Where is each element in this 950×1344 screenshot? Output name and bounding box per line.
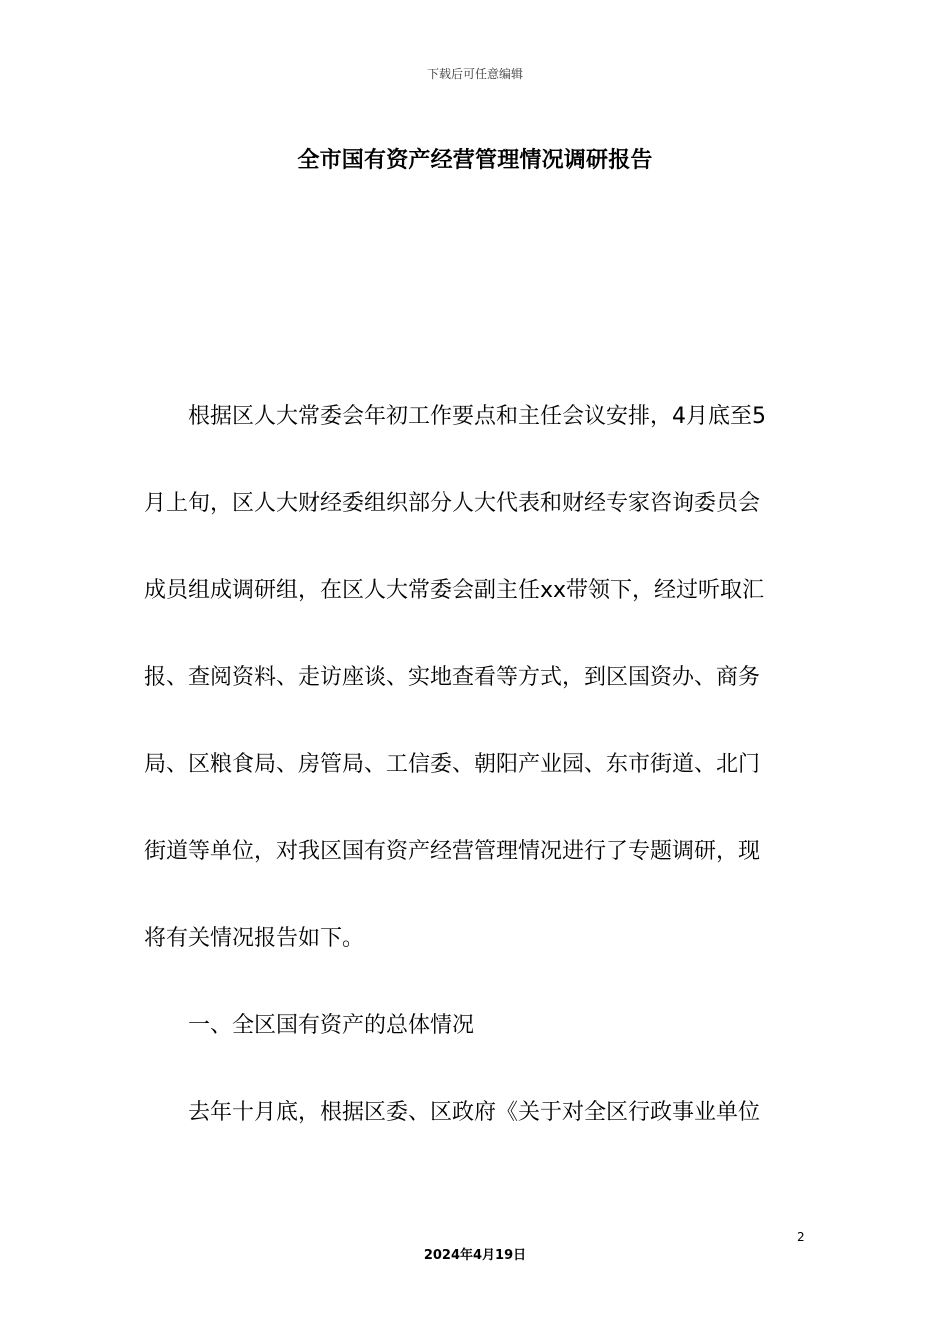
body-line: 月上旬，区人大财经委组织部分人大代表和财经专家咨询委员会: [144, 491, 761, 516]
page-number: 2: [797, 1230, 805, 1244]
body-line: 局、区粮食局、房管局、工信委、朝阳产业园、东市街道、北门: [144, 752, 761, 777]
body-line: 去年十月底，根据区委、区政府《关于对全区行政事业单位: [144, 1100, 761, 1125]
section-heading: 一、全区国有资产的总体情况: [144, 1013, 475, 1038]
body-line: 将有关情况报告如下。: [144, 926, 365, 951]
footer-date: 2024年4月19日: [423, 1248, 527, 1263]
document-title: 全市国有资产经营管理情况调研报告: [297, 148, 653, 173]
header-note: 下载后可任意编辑: [426, 67, 523, 81]
body-line: 街道等单位，对我区国有资产经营管理情况进行了专题调研，现: [144, 839, 761, 864]
body-line: 成员组成调研组，在区人大常委会副主任xx带领下，经过听取汇: [144, 578, 765, 603]
body-line: 报、查阅资料、走访座谈、实地查看等方式，到区国资办、商务: [144, 665, 761, 690]
body-line: 根据区人大常委会年初工作要点和主任会议安排，4月底至5: [144, 404, 766, 429]
